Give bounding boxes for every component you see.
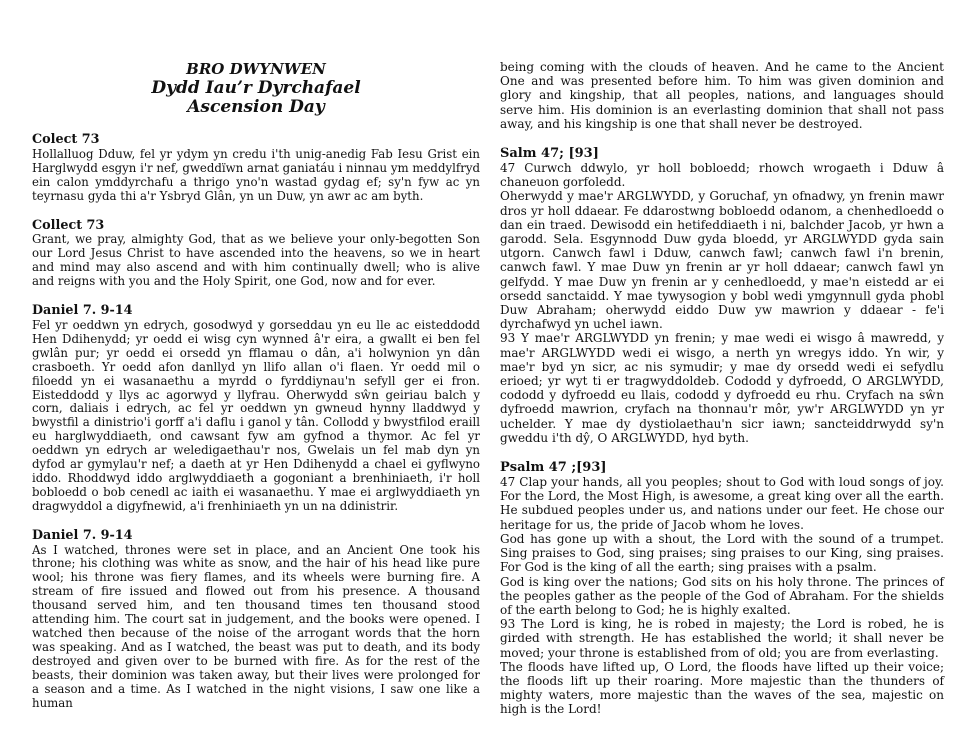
section-daniel-welsh <box>32 304 480 514</box>
left-column <box>32 0 480 725</box>
psalm-paragraph: 93 Y mae'r ARGLWYDD yn frenin; y mae wedi ei wisgo â mawredd, y mae'r ARGLWYDD wedi ei wisgo, a nerth yn wregys iddo. Yn wir, y mae'r byd yn sicr, ac nis symudir; y mae dy orsedd wedi ei sefydlu erioed; yr wyt ti er tragwyddoldeb. Cododd y dyfroedd, O ARGLWYDD, cododd y dyfroedd eu llais, cododd y dyfroedd eu rhu. Cryfach na sŵn dyfroedd mawrion, cryfach na thonnau'r môr, yw'r ARGLWYDD yn yr uchelder. Y mae dy dystiolaethau'n sicr iawn; sancteiddrwydd sy'n gweddu i'th dŷ, O ARGLWYDD, hyd byth. <box>500 331 944 445</box>
section-heading: Collect 73 <box>32 217 105 233</box>
section-salm <box>500 146 944 445</box>
section-psalm <box>500 460 944 716</box>
section-daniel-english <box>32 529 480 711</box>
section-text: being coming with the clouds of heaven. And he came to the Ancient One and was presented before him. To him was given dominion and glory and kingship, that all peoples, nations, and languages should serve him. His dominion is an everlasting dominion that shall not pass away, and his kingship is one that shall never be destroyed. <box>500 60 944 131</box>
psalm-paragraph: 47 Clap your hands, all you peoples; shout to God with loud songs of joy. For the Lord, the Most High, is awesome, a great king over all the earth. He subdued peoples under us, and nations under our feet. He chose our heritage for us, the pride of Jacob whom he loves. <box>500 475 944 532</box>
section-collect <box>32 219 480 290</box>
title-line-1: BRO DWYNWEN <box>186 60 326 78</box>
section-heading: Psalm 47 ;[93] <box>500 460 607 476</box>
psalm-paragraph: Oherwydd y mae'r ARGLWYDD, y Goruchaf, yn ofnadwy, yn frenin mawr dros yr holl ddaear. Fe ddarostwng bobloedd odanom, a chenhedloedd o dan ein traed. Dewisodd ein hetifeddiaeth i ni, balchder Jacob, yr hwn a garodd. Sela. Esgynnodd Duw gyda bloedd, yr ARGLWYDD gyda sain utgorn. Canwch fawl i Dduw, canwch fawl; canwch fawl i'n brenin, canwch fawl. Y mae Duw yn frenin ar yr holl ddaear; canwch fawl yn gelfydd. Y mae Duw yn frenin ar y cenhedloedd, y mae'n eistedd ar ei orsedd sanctaidd. Y mae tywysogion y bobl wedi ymgynnull gyda phobl Duw Abraham; oherwydd eiddo Duw yw mawrion y ddaear - fe'i dyrchafwyd yn uchel iawn. <box>500 189 944 332</box>
psalm-paragraph: 47 Curwch ddwylo, yr holl bobloedd; rhowch wrogaeth i Dduw â chaneuon gorfoledd. <box>500 161 944 190</box>
title-line-3: Ascension Day <box>187 97 325 117</box>
section-text: As I watched, thrones were set in place, and an Ancient One took his throne; his clothing was white as snow, and the hair of his head like pure wool; his throne was fiery flames, and its wheels were burning fire. A stream of fire issued and flowed out from his presence. A thousand thousand served him, and ten thousand times ten thousand stood attending him. The court sat in judgement, and the books were opened. I watched then because of the noise of the arrogant words that the horn was speaking. And as I watched, the beast was put to death, and its body destroyed and given over to be burned with fire. As for the rest of the beasts, their dominion was taken away, but their lives were prolonged for a season and a time. As I watched in the night visions, I saw one like a human <box>32 542 480 710</box>
psalm-paragraph: God is king over the nations; God sits on his holy throne. The princes of the peoples gather as the people of the God of Abraham. For the shields of the earth belong to God; he is highly exalted. <box>500 574 944 617</box>
right-column <box>500 60 944 732</box>
psalm-paragraph: 93 The Lord is king, he is robed in majesty; the Lord is robed, he is girded with strength. He has established the world; it shall never be moved; your throne is established from of old; you are from everlasting. <box>500 617 944 660</box>
section-heading: Daniel 7. 9-14 <box>32 303 133 319</box>
section-colect <box>32 133 480 204</box>
title-line-2: Dydd Iau’r Dyrchafael <box>151 78 361 98</box>
section-daniel-continued <box>500 60 944 131</box>
psalm-paragraph: God has gone up with a shout, the Lord with the sound of a trumpet. Sing praises to God, sing praises; sing praises to our King, sing praises. For God is the king of all the earth; sing praises with a psalm. <box>500 531 944 575</box>
section-text: Grant, we pray, almighty God, that as we believe your only-begotten Son our Lord Jesus Christ to have ascended into the heavens, so we in heart and mind may also ascend and with him continually dwell; who is alive and reigns with you and the Holy Spirit, one God, now and for ever. <box>32 232 480 289</box>
title-block <box>32 0 480 117</box>
section-text: Fel yr oeddwn yn edrych, gosodwyd y gorseddau yn eu lle ac eisteddodd Hen Ddihenydd; yr oedd ei wisg cyn wynned â'r eira, a gwallt ei ben fel gwlân pur; yr oedd ei orsedd yn fflamau o dân, a'i holwynion yn dân crasboeth. Yr oedd afon danllyd yn llifo allan o'i flaen. Yr oedd mil o filoedd yn ei wasanaethu a myrdd o fyrddiynau'n sefyll ger ei fron. Eisteddodd y llys ac agorwyd y llyfrau. Oherwydd sŵn geiriau balch y corn, daliais i edrych, ac fel yr oeddwn yn gwneud hynny lladdwyd y bwystfil a dinistrio'i gorff a'i daflu i ganol y tân. Collodd y bwystfilod eraill eu harglwyddiaeth, ond cawsant fyw am gyfnod a thymor. Ac fel yr oeddwn yn edrych ar weledigaethau'r nos, Gwelais un fel mab dyn yn dyfod ar gymylau'r nef; a daeth at yr Hen Ddihenydd a chael ei gyflwyno iddo. Rhoddwyd iddo arglwyddiaeth a gogoniant a brenhiniaeth, i'r holl bobloedd o bob cenedl ac iaith ei wasanaethu. Y mae ei arglwyddiaeth yn dragwyddol a digyfnewid, a'i frenhiniaeth yn un na ddinistrir. <box>32 317 480 513</box>
psalm-paragraph: The floods have lifted up, O Lord, the floods have lifted up their voice; the floods lift up their roaring. More majestic than the thunders of mighty waters, more majestic than the waves of the sea, majestic on high is the Lord! <box>500 659 944 717</box>
section-heading: Daniel 7. 9-14 <box>32 527 133 543</box>
section-heading: Colect 73 <box>32 132 100 147</box>
section-text: Hollalluog Dduw, fel yr ydym yn credu i'th unig-anedig Fab Iesu Grist ein Harglwydd esgyn i'r nef, gweddïwn arnat ganiatáu i ninnau ym meddylfryd ein calon ymddyrchafu a thrigo yno'n wastad gydag ef; sy'n fyw ac yn teyrnasu gyda thi a'r Ysbryd Glân, yn un Duw, yn awr ac am byth. <box>32 146 480 203</box>
section-heading: Salm 47; [93] <box>500 146 599 162</box>
